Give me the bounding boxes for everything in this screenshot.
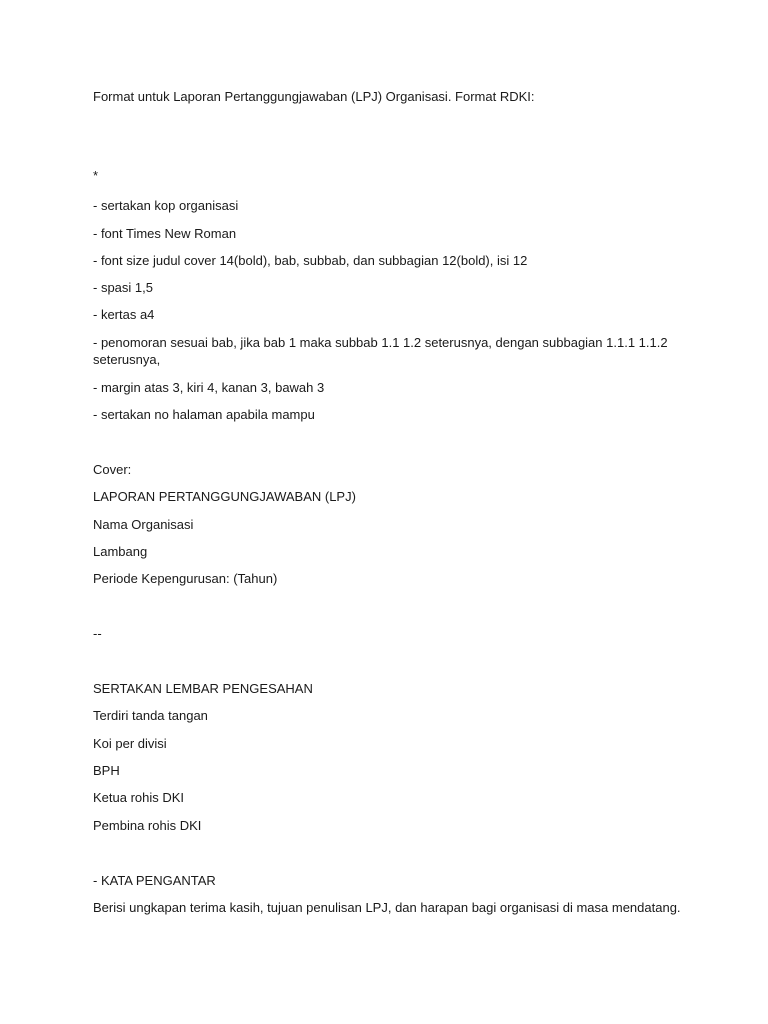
cover-heading: Cover: bbox=[93, 462, 132, 477]
pengesahan-line-bph: BPH bbox=[93, 763, 120, 778]
bullet-marker: * bbox=[93, 168, 99, 183]
kata-pengantar-heading: - KATA PENGANTAR bbox=[93, 873, 216, 888]
cover-line-organisasi: Nama Organisasi bbox=[93, 517, 194, 532]
format-rule-font: - font Times New Roman bbox=[93, 226, 237, 241]
format-rule-margin: - margin atas 3, kiri 4, kanan 3, bawah 3 bbox=[93, 380, 325, 395]
pengesahan-line-pembina: Pembina rohis DKI bbox=[93, 818, 202, 833]
pengesahan-line-koi: Koi per divisi bbox=[93, 736, 167, 751]
format-rule-penomoran: - penomoran sesuai bab, jika bab 1 maka subbab 1.1 1.2 seterusnya, dengan subbagian 1.1.1 1.1.2 seterusnya, bbox=[93, 335, 668, 367]
pengesahan-line-tanda-tangan: Terdiri tanda tangan bbox=[93, 708, 208, 723]
cover-line-lambang: Lambang bbox=[93, 544, 148, 559]
format-rule-spasi: - spasi 1,5 bbox=[93, 280, 153, 295]
section-separator: -- bbox=[93, 626, 102, 641]
format-rule-kop: - sertakan kop organisasi bbox=[93, 198, 239, 213]
document-title: Format untuk Laporan Pertanggungjawaban (LPJ) Organisasi. Format RDKI: bbox=[93, 89, 535, 104]
kata-pengantar-body: Berisi ungkapan terima kasih, tujuan penulisan LPJ, dan harapan bagi organisasi di masa mendatang. bbox=[93, 900, 681, 915]
format-rule-kertas: - kertas a4 bbox=[93, 307, 155, 322]
cover-line-periode: Periode Kepengurusan: (Tahun) bbox=[93, 571, 278, 586]
format-rule-font-size: - font size judul cover 14(bold), bab, subbab, dan subbagian 12(bold), isi 12 bbox=[93, 253, 528, 268]
cover-line-title: LAPORAN PERTANGGUNGJAWABAN (LPJ) bbox=[93, 489, 356, 504]
format-rule-halaman: - sertakan no halaman apabila mampu bbox=[93, 407, 315, 422]
pengesahan-line-ketua: Ketua rohis DKI bbox=[93, 790, 185, 805]
pengesahan-heading: SERTAKAN LEMBAR PENGESAHAN bbox=[93, 681, 313, 696]
